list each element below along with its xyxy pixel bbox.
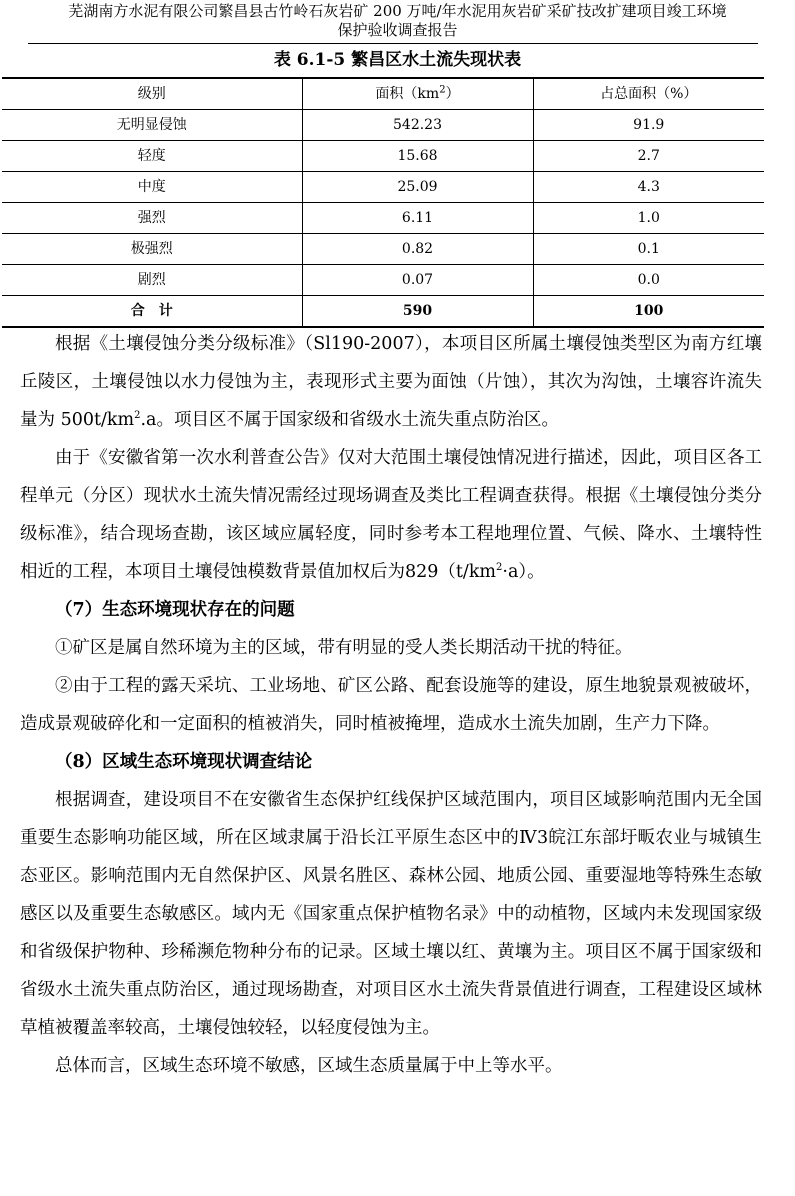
table-row: [2, 234, 764, 265]
table-cell: 1.0: [533, 203, 764, 234]
table-cell: 中度: [2, 172, 302, 203]
section-heading-7: （7）生态环境现状存在的问题: [55, 600, 295, 620]
paragraph-erosion-type: 根据《土壤侵蚀分类分级标准》（Sl190-2007），本项目区所属土壤侵蚀类型区为南方红壤丘陵区，土壤侵蚀以水力侵蚀为主，表现形式主要为面蚀（片蚀），其次为沟蚀，土壤容许流失量为 $500t/km^2.a$。项目区不属于国家级和省级水土流失重点防治区。: [20, 334, 762, 430]
table-cell: 0.07: [302, 265, 533, 296]
page-header: [0, 2, 795, 40]
header-line-2: 保护验收调查报告: [337, 21, 458, 39]
table-row: [2, 110, 764, 141]
table-cell: 面积$(km^2)$: [302, 78, 533, 110]
section-heading-8: （8）区域生态环境现状调查结论: [55, 752, 313, 772]
table-header-row: [2, 78, 764, 110]
table-row: [2, 265, 764, 296]
paragraph-erosion-modulus: 由于《安徽省第一次水利普查公告》仅对大范围土壤侵蚀情况进行描述，因此，项目区各工程单元（分区）现状水土流失情况需经过现场调查及类比工程调查获得。根据《土壤侵蚀分类分级标准》，结合现场查勘，该区域应属轻度，同时参考本工程地理位置、气候、降水、土壤特性相近的工程，本项目土壤侵蚀模数背景值加权后为$829(t/km^2\cdot a)$。: [20, 448, 762, 582]
table-cell: 剧烈: [2, 265, 302, 296]
table-title: 表 6.1-5 繁昌区水土流失现状表: [273, 50, 522, 70]
table-cell: 542.23: [302, 110, 533, 141]
table-row: [2, 203, 764, 234]
table-row: [2, 141, 764, 172]
table-cell: 4.3: [533, 172, 764, 203]
body-text: [20, 325, 762, 1085]
paragraph-issue-2: ②由于工程的露天采坑、工业场地、矿区公路、配套设施等的建设，原生地貌景观被破坏，造成景观破碎化和一定面积的植被消失，同时植被掩埋，造成水土流失加剧，生产力下降。: [20, 676, 762, 734]
header-divider: [28, 43, 758, 44]
paragraph-issue-1: ①矿区是属自然环境为主的区域，带有明显的受人类长期活动干扰的特征。: [55, 638, 633, 658]
table-cell: 100: [533, 296, 764, 328]
table-cell: 25.09: [302, 172, 533, 203]
table-row: [2, 172, 764, 203]
table-cell: 无明显侵蚀: [2, 110, 302, 141]
table-total-row: [2, 296, 764, 328]
header-line-1: 芜湖南方水泥有限公司繁昌县古竹岭石灰岩矿 200 万吨/年水泥用灰岩矿采矿技改扩建项目竣工环境: [68, 2, 727, 20]
paragraph-conclusion: 根据调查，建设项目不在安徽省生态保护红线保护区域范围内，项目区域影响范围内无全国重要生态影响功能区域，所在区域隶属于沿长江平原生态区中的Ⅳ3皖江东部圩畈农业与城镇生态亚区。影响范围内无自然保护区、风景名胜区、森林公园、地质公园、重要湿地等特殊生态敏感区以及重要生态敏感区。域内无《国家重点保护植物名录》中的动植物，区域内未发现国家级和省级保护物种、珍稀濒危物种分布的记录。区域土壤以红、黄壤为主。项目区不属于国家级和省级水土流失重点防治区，通过现场勘查，对项目区水土流失背景值进行调查，工程建设区域林草植被覆盖率较高，土壤侵蚀较轻，以轻度侵蚀为主。: [20, 790, 762, 1038]
table-cell: 0.0: [533, 265, 764, 296]
table-cell: 590: [302, 296, 533, 328]
table-cell: 2.7: [533, 141, 764, 172]
table-cell: 0.82: [302, 234, 533, 265]
table-cell: 15.68: [302, 141, 533, 172]
erosion-table: [2, 77, 764, 328]
table-cell: 轻度: [2, 141, 302, 172]
table-cell: 0.1: [533, 234, 764, 265]
table-cell: 91.9: [533, 110, 764, 141]
table-cell: 合 计: [2, 296, 302, 328]
paragraph-summary: 总体而言，区域生态环境不敏感，区域生态质量属于中上等水平。: [55, 1056, 563, 1076]
table-cell: 极强烈: [2, 234, 302, 265]
table-cell: 强烈: [2, 203, 302, 234]
table-cell: 占总面积（%）: [533, 78, 764, 110]
table-cell: 6.11: [302, 203, 533, 234]
table-cell: 级别: [2, 78, 302, 110]
